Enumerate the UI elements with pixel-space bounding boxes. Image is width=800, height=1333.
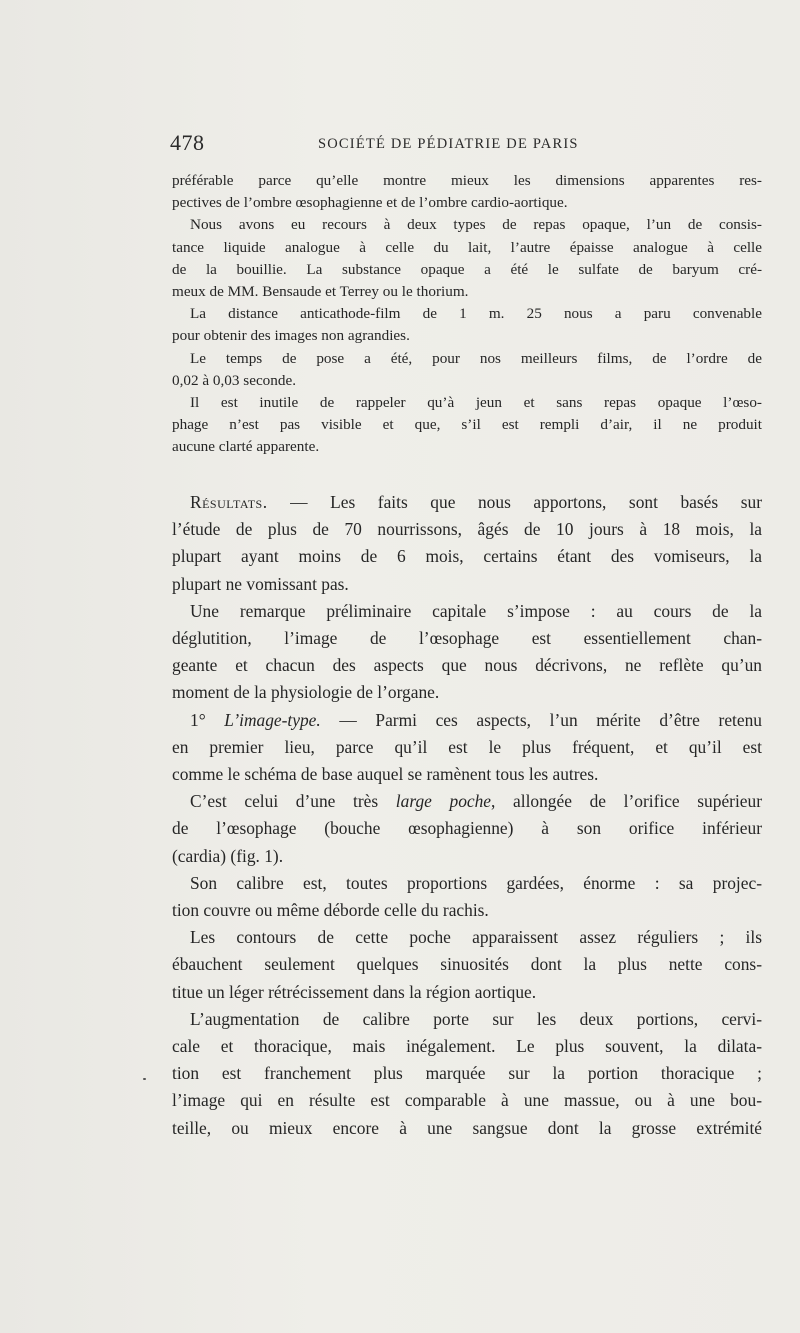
text-line: déglutition, l’image de l’œsophage est essentiellement chan- <box>172 628 762 649</box>
text-span: , allongée de l’orifice supérieur <box>491 791 762 812</box>
text-line: Une remarque préliminaire capitale s’impose : au cours de la <box>190 600 762 621</box>
page-header <box>170 130 760 160</box>
text-line: geante et chacun des aspects que nous décrivons, ne reflète qu’un <box>172 655 762 676</box>
text-line: 0,02 à 0,03 seconde. <box>172 371 296 389</box>
text-line: plupart ayant moins de 6 mois, certains étant des vomiseurs, la <box>172 546 762 567</box>
text-line: ébauchent seulement quelques sinuosités dont la plus nette cons- <box>172 954 762 975</box>
text-line: comme le schéma de base auquel se ramènent tous les autres. <box>172 764 599 785</box>
text-line: meux de MM. Bensaude et Terrey ou le thorium. <box>172 283 469 301</box>
text-line: pectives de l’ombre œsophagienne et de l’ombre cardio-aortique. <box>172 194 568 212</box>
text-line: L’augmentation de calibre porte sur les deux portions, cervi- <box>190 1008 762 1029</box>
small-print-section <box>172 170 762 459</box>
text-line: moment de la physiologie de l’organe. <box>172 682 440 703</box>
text-line: Le temps de pose a été, pour nos meilleurs films, de l’ordre de <box>190 349 762 367</box>
text-line: teille, ou mieux encore à une sangsue dont la grosse extrémité <box>172 1117 762 1138</box>
text-line: Les contours de cette poche apparaissent assez réguliers ; ils <box>190 927 762 948</box>
text-line: de l’œsophage (bouche œsophagienne) à son orifice inférieur <box>172 818 762 839</box>
text-line: titue un léger rétrécissement dans la région aortique. <box>172 981 537 1002</box>
text-line: (cardia) (fig. 1). <box>172 845 284 866</box>
text-span: C’est celui d’une très <box>190 791 396 812</box>
emphasis-large-poche: large poche <box>395 791 492 812</box>
text-line <box>172 489 762 516</box>
print-speck <box>143 1078 146 1080</box>
text-line: aucune clarté apparente. <box>172 438 320 456</box>
text-span: — Les faits que nous apportons, sont basés sur <box>267 492 762 512</box>
text-line: de la bouillie. La substance opaque a été le sulfate de baryum cré- <box>172 260 762 278</box>
text-line: en premier lieu, parce qu’il est le plus fréquent, et qu’il est <box>172 736 762 757</box>
text-line: plupart ne vomissant pas. <box>172 573 349 594</box>
text-line: Nous avons eu recours à deux types de repas opaque, l’un de consis- <box>190 216 762 234</box>
text-line: préférable parce qu’elle montre mieux les dimensions apparentes res- <box>172 172 762 189</box>
text-line: tance liquide analogue à celle du lait, l’autre épaisse analogue à celle <box>172 238 762 256</box>
running-head: SOCIÉTÉ DE PÉDIATRIE DE PARIS <box>318 136 579 152</box>
text-line <box>172 788 762 815</box>
section-heading-resultats: Résultats. <box>190 492 268 512</box>
text-line: Son calibre est, toutes proportions gardées, énorme : sa projec- <box>190 872 762 893</box>
text-line <box>172 707 762 734</box>
text-line: pour obtenir des images non agrandies. <box>172 327 410 345</box>
text-line: Il est inutile de rappeler qu’à jeun et sans repas opaque l’œso- <box>190 394 762 412</box>
subheading-image-type: L’image-type. <box>224 709 321 730</box>
text-line: l’étude de plus de 70 nourrissons, âgés de 10 jours à 18 mois, la <box>172 519 762 540</box>
text-span: 1° <box>190 709 225 730</box>
text-line: tion est franchement plus marquée sur la portion thoracique ; <box>172 1063 762 1084</box>
page-number: 478 <box>170 130 205 155</box>
text-line: phage n’est pas visible et que, s’il est rempli d’air, il ne produit <box>172 416 762 434</box>
text-line: La distance anticathode-film de 1 m. 25 nous a paru convenable <box>190 305 762 323</box>
text-line: tion couvre ou même déborde celle du rachis. <box>172 900 489 921</box>
main-text-section <box>172 489 762 1142</box>
text-line: l’image qui en résulte est comparable à une massue, ou à une bou- <box>172 1090 762 1111</box>
text-span: — Parmi ces aspects, l’un mérite d’être retenu <box>320 709 762 730</box>
text-line: cale et thoracique, mais inégalement. Le plus souvent, la dilata- <box>172 1036 762 1057</box>
